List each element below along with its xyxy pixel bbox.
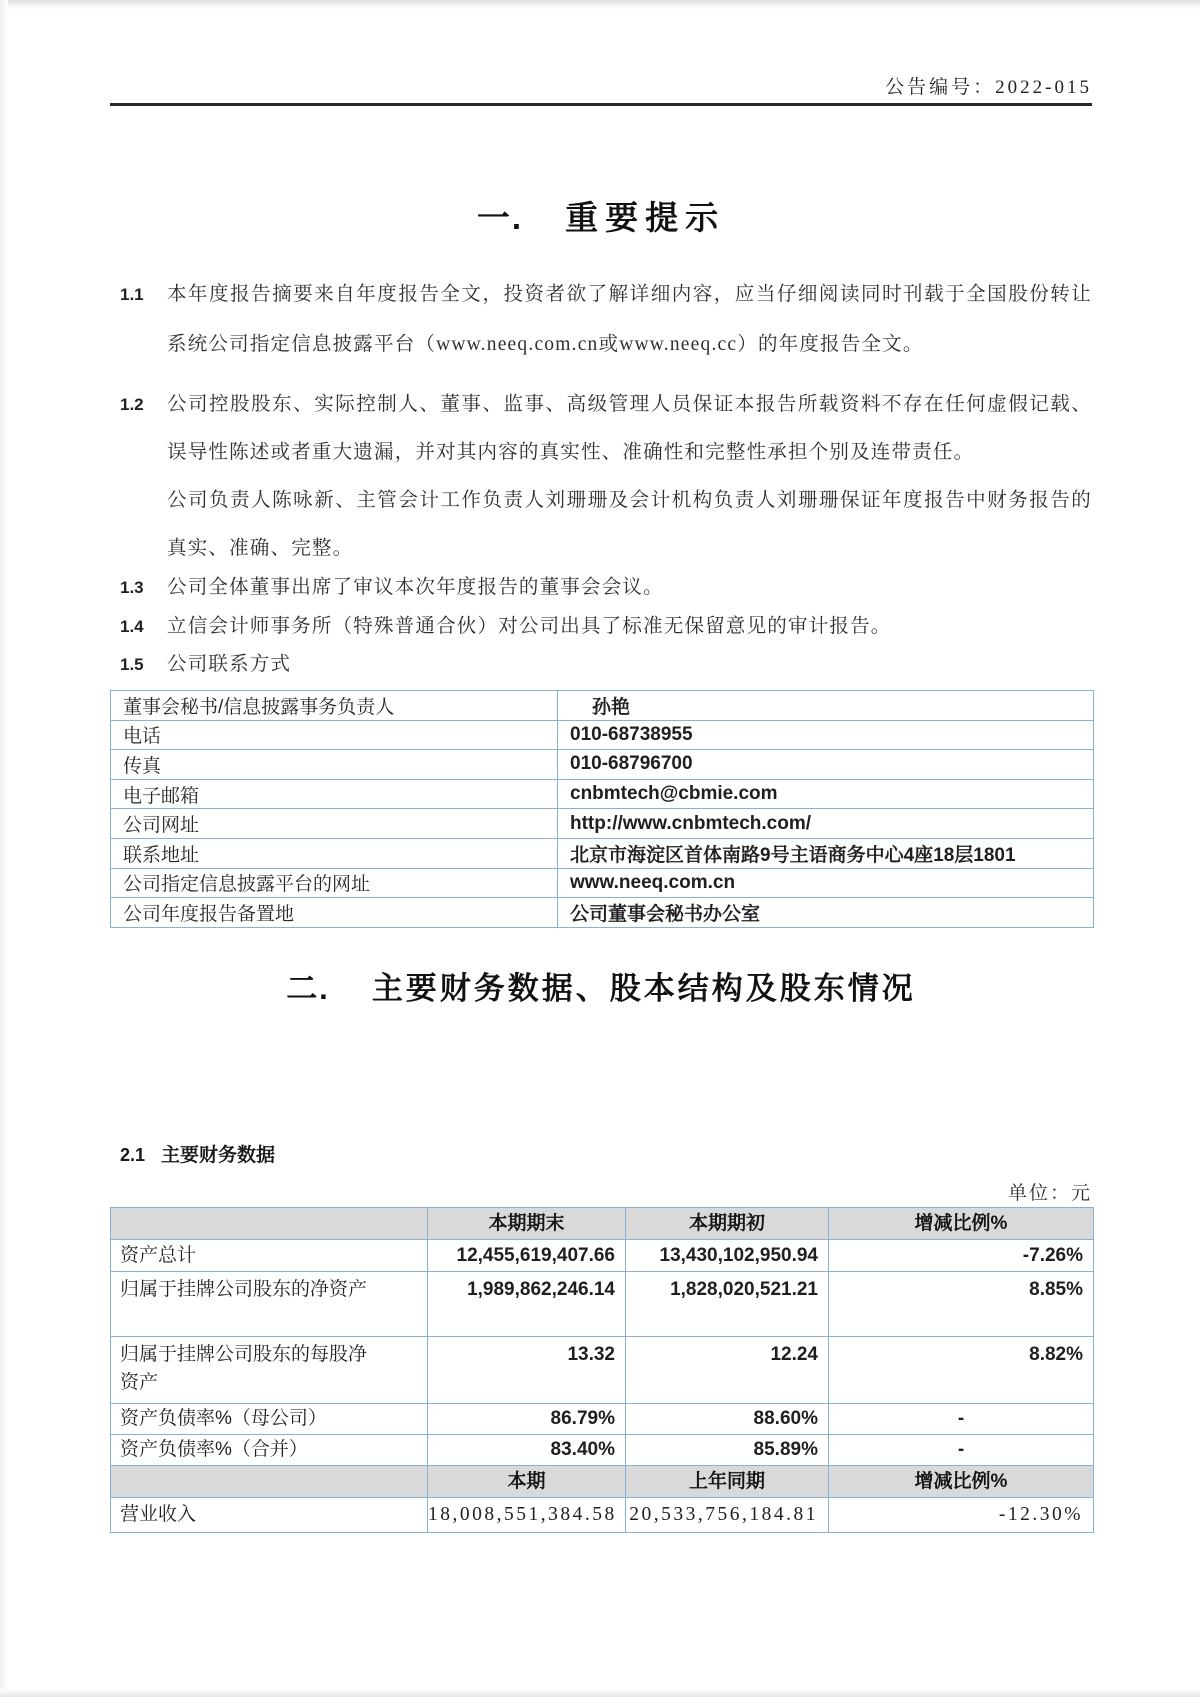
section1-heading: 重要提示 — [565, 199, 726, 236]
table-row — [111, 1404, 1094, 1435]
table-row — [111, 809, 1094, 839]
table-header-row — [111, 1208, 1094, 1240]
fin-value-end: 86.79% — [428, 1404, 626, 1435]
fin-value-change: -7.26% — [829, 1240, 1094, 1272]
fin-value-change: -12.30% — [829, 1498, 1094, 1533]
unit-label: 单位：元 — [1007, 1183, 1092, 1204]
contact-label: 联系地址 — [111, 838, 558, 868]
table-row — [111, 868, 1094, 898]
fin-value-change: 8.85% — [829, 1272, 1094, 1337]
announcement-number: 公告编号：2022-015 — [885, 77, 1092, 98]
fin-value-change: - — [829, 1435, 1094, 1466]
clause-1-4-number: 1.4 — [120, 617, 144, 636]
fin-value-begin: 88.60% — [626, 1404, 829, 1435]
table-row — [111, 750, 1094, 780]
header-divider — [110, 103, 1092, 106]
company-contact-table — [110, 690, 1094, 928]
clause-1-2-subparagraph: 公司负责人陈咏新、主管会计工作负责人刘珊珊及会计机构负责人刘珊珊保证年度报告中财务报告的真实、准确、完整。 — [167, 490, 1092, 559]
clause-1-4-text: 立信会计师事务所（特殊普通合伙）对公司出具了标准无保留意见的审计报告。 — [167, 616, 892, 637]
fin-header-change: 增减比例% — [829, 1466, 1094, 1498]
financial-data-table — [110, 1207, 1094, 1533]
fin-row-label: 资产负债率%（母公司） — [111, 1404, 428, 1435]
table-row — [111, 1272, 1094, 1337]
contact-label: 公司年度报告备置地 — [111, 898, 558, 928]
scan-edge-top — [0, 0, 1200, 10]
fin-header-prior: 上年同期 — [626, 1466, 829, 1498]
section2-title — [110, 963, 1092, 1008]
contact-value: http://www.cnbmtech.com/ — [558, 809, 1094, 839]
fin-header-current-end: 本期期末 — [428, 1208, 626, 1240]
clause-1-5 — [110, 651, 1092, 679]
fin-value-begin: 1,828,020,521.21 — [626, 1272, 829, 1337]
contact-label: 公司指定信息披露平台的网址 — [111, 868, 558, 898]
clause-1-3-text: 公司全体董事出席了审议本次年度报告的董事会会议。 — [167, 577, 664, 598]
section2-heading: 主要财务数据、股本结构及股东情况 — [371, 971, 916, 1006]
fin-header-blank — [111, 1208, 428, 1240]
clause-1-1 — [110, 270, 1092, 370]
fin-value-end: 12,455,619,407.66 — [428, 1240, 626, 1272]
contact-label: 电子邮箱 — [111, 779, 558, 809]
table-row — [111, 1240, 1094, 1272]
contact-label: 电话 — [111, 720, 558, 750]
clause-1-2-number: 1.2 — [120, 395, 144, 414]
contact-value: 010-68796700 — [558, 750, 1094, 780]
table-row — [111, 898, 1094, 928]
contact-value: cnbmtech@cbmie.com — [558, 779, 1094, 809]
scan-edge-left — [0, 0, 8, 1697]
clause-1-4 — [110, 613, 1092, 641]
fin-row-label: 资产总计 — [111, 1240, 428, 1272]
fin-row-label: 营业收入 — [111, 1498, 428, 1533]
fin-value-prior: 20,533,756,184.81 — [626, 1498, 829, 1533]
clause-1-1-number: 1.1 — [120, 285, 144, 304]
fin-row-label: 归属于挂牌公司股东的净资产 — [111, 1272, 428, 1337]
contact-value: 北京市海淀区首体南路9号主语商务中心4座18层1801 — [558, 838, 1094, 868]
clause-1-3-number: 1.3 — [120, 578, 144, 597]
clause-1-3 — [110, 574, 1092, 602]
subsection-2-1-heading — [120, 1140, 275, 1167]
fin-header-blank — [111, 1466, 428, 1498]
section1-title — [110, 192, 1092, 239]
table-row — [111, 1337, 1094, 1404]
contact-value: 公司董事会秘书办公室 — [558, 898, 1094, 928]
contact-value: 010-68738955 — [558, 720, 1094, 750]
clause-1-5-number: 1.5 — [120, 655, 144, 674]
fin-header-change: 增减比例% — [829, 1208, 1094, 1240]
section2-number: 二. — [286, 971, 330, 1006]
clause-1-5-text: 公司联系方式 — [167, 654, 292, 675]
fin-value-end: 13.32 — [428, 1337, 626, 1404]
contact-value: 孙艳 — [558, 691, 1094, 721]
fin-value-current: 18,008,551,384.58 — [428, 1498, 626, 1533]
fin-row-label: 归属于挂牌公司股东的每股净资产 — [111, 1337, 428, 1404]
table-row — [111, 1435, 1094, 1466]
contact-value: www.neeq.com.cn — [558, 868, 1094, 898]
fin-value-change: - — [829, 1404, 1094, 1435]
subsection-2-1-number: 2.1 — [120, 1145, 146, 1165]
fin-value-begin: 12.24 — [626, 1337, 829, 1404]
fin-header-current: 本期 — [428, 1466, 626, 1498]
table-row — [111, 1498, 1094, 1533]
clause-1-1-text: 本年度报告摘要来自年度报告全文，投资者欲了解详细内容，应当仔细阅读同时刊载于全国股份转让系统公司指定信息披露平台（www.neeq.com.cn或www.neeq.cc）的年度报告全文。 — [167, 284, 1092, 355]
table-header-row — [111, 1466, 1094, 1498]
contact-label: 传真 — [111, 750, 558, 780]
table-row — [111, 720, 1094, 750]
fin-value-change: 8.82% — [829, 1337, 1094, 1404]
table-row — [111, 838, 1094, 868]
scan-edge-bottom — [0, 1689, 1200, 1697]
fin-value-end: 1,989,862,246.14 — [428, 1272, 626, 1337]
fin-value-end: 83.40% — [428, 1435, 626, 1466]
contact-label: 董事会秘书/信息披露事务负责人 — [111, 691, 558, 721]
clause-1-2 — [110, 381, 1092, 477]
subsection-2-1-text: 主要财务数据 — [161, 1145, 276, 1166]
table-row — [111, 691, 1094, 721]
fin-row-label: 资产负债率%（合并） — [111, 1435, 428, 1466]
fin-value-begin: 85.89% — [626, 1435, 829, 1466]
fin-header-current-begin: 本期期初 — [626, 1208, 829, 1240]
clause-1-2-text: 公司控股股东、实际控制人、董事、监事、高级管理人员保证本报告所载资料不存在任何虚假记载、误导性陈述或者重大遗漏，并对其内容的真实性、准确性和完整性承担个别及连带责任。 — [167, 394, 1092, 463]
section1-number: 一. — [476, 199, 524, 236]
contact-label: 公司网址 — [111, 809, 558, 839]
fin-value-begin: 13,430,102,950.94 — [626, 1240, 829, 1272]
table-row — [111, 779, 1094, 809]
